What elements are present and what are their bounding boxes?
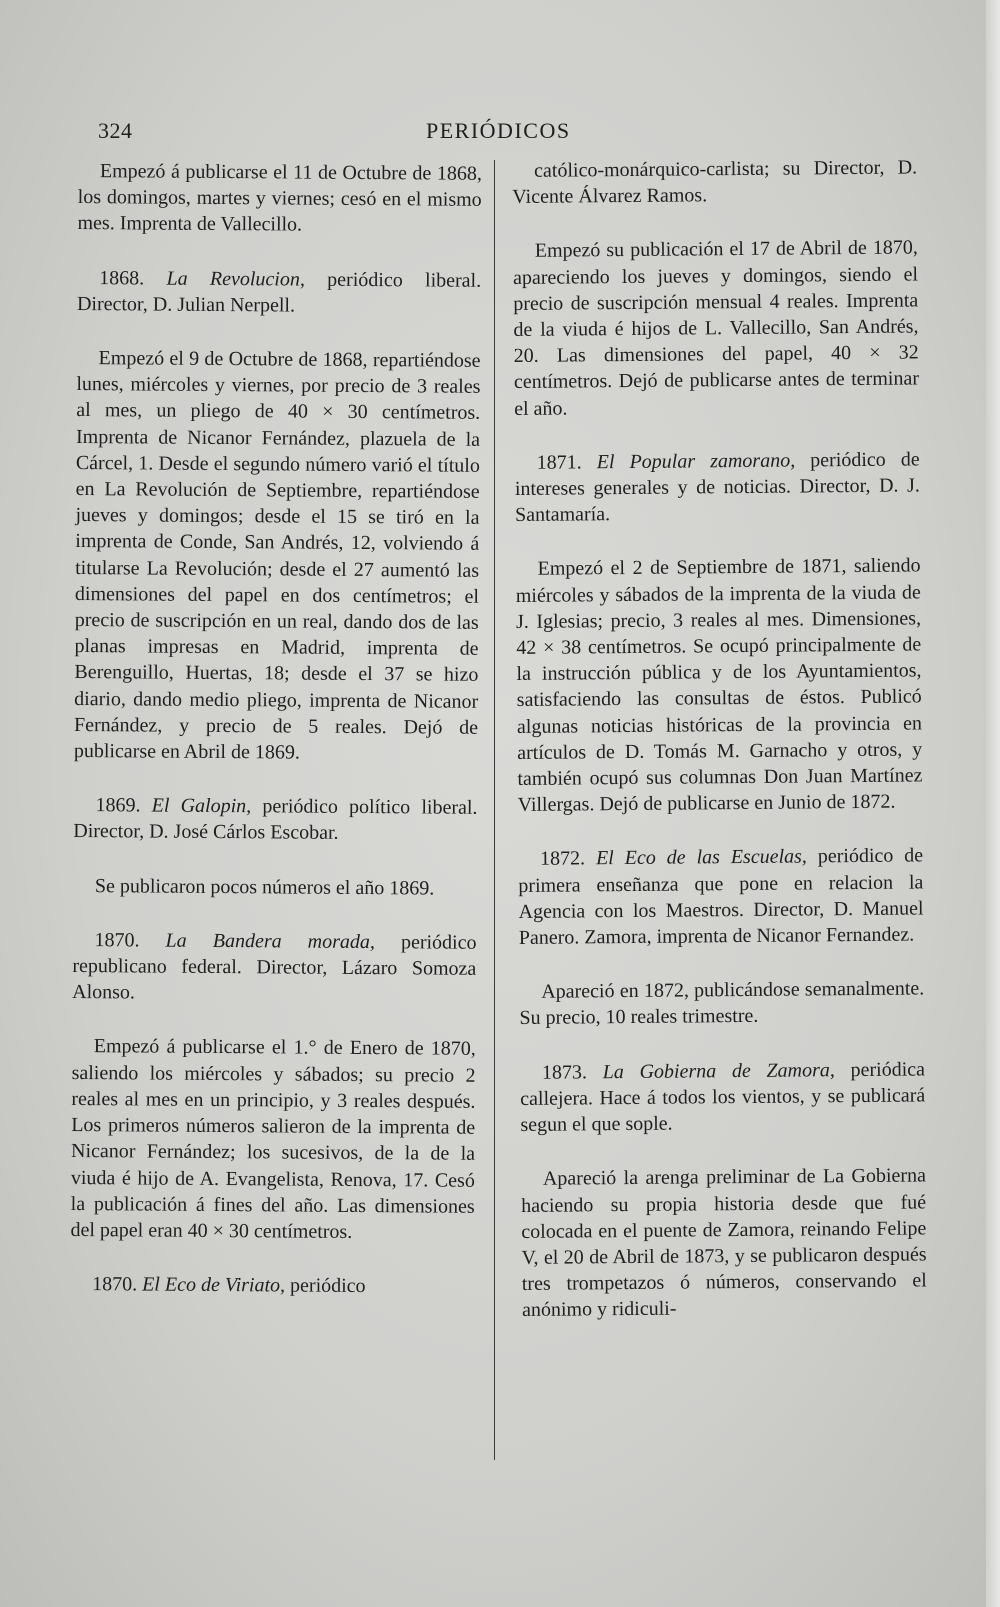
page-number: 324 <box>98 118 133 143</box>
periodical-entry <box>520 1056 926 1138</box>
entry-text: periódico liberal. Director, D. Julian Nerpell. <box>76 268 482 317</box>
left-column <box>70 158 482 1300</box>
periodical-title: La Bandera morada, <box>165 929 376 953</box>
entry-year: 1869. <box>95 794 141 817</box>
entry-year: 1870. <box>92 1273 138 1296</box>
entry-paragraph <box>512 154 917 210</box>
right-column <box>512 154 927 1323</box>
entry-paragraph <box>74 345 481 767</box>
running-head: PERIÓDICOS <box>426 118 571 143</box>
entry-text: periódico de intereses generales y de noticias. Director, D. J. Santamaría. <box>514 448 920 527</box>
entry-text: periódico político liberal. Director, D. José Cárlos Escobar. <box>73 795 478 845</box>
entry-text: periódico de primera enseñanza que pone en relacion la Agencia con los Maestros. Director, D. Manuel Panero. Zamora, imprenta de Nicanor Fernandez. <box>518 844 924 950</box>
periodical-entry <box>73 792 477 847</box>
entry-paragraph <box>515 553 922 819</box>
entry-paragraph <box>73 873 477 902</box>
entry-year: 1871. <box>536 451 582 474</box>
page-header <box>98 118 978 148</box>
entry-paragraph <box>70 1033 475 1245</box>
periodical-title: La Revolucion, <box>166 267 305 291</box>
entry-text: Empezó su publicación el 17 de Abril de 1870, apareciendo los jueves y domingos, siendo el precio de suscripción mensual 4 reales. Imprenta de la viuda é hijos de L. Vallecillo, San Andrés, 20. Las dimensiones del papel, 40 × 32 centímetros. Dejó de publicarse antes de terminar el año. <box>512 236 920 420</box>
periodical-title: La Gobierna de Zamora, <box>602 1058 835 1083</box>
periodical-entry <box>72 927 477 1008</box>
periodical-title: El Popular zamorano, <box>596 449 796 474</box>
page-edge <box>986 0 1000 1607</box>
entry-text: Se publicaron pocos números el año 1869. <box>94 874 435 900</box>
periodical-entry <box>70 1271 474 1300</box>
entry-paragraph <box>519 976 924 1032</box>
entry-text: Apareció la arenga preliminar de La Gobierna haciendo su propia historia desde que fué colocada en el puente de Zamora, reinando Felipe V, el 20 de Abril de 1873, y se publicaron después tres trompetazos ó números, conservando el anónimo y ridiculi- <box>521 1164 927 1322</box>
entry-text: periódico republicano federal. Director, Lázaro Somoza Alonso. <box>72 931 477 1004</box>
periodical-title: El Eco de las Escuelas, <box>595 845 807 870</box>
entry-year: 1868. <box>99 266 145 290</box>
entry-text: católico-monárquico-carlista; su Director, D. Vicente Álvarez Ramos. <box>512 156 918 209</box>
periodical-title: El Eco de Viriato, <box>142 1273 286 1297</box>
entry-year: 1870. <box>94 929 140 952</box>
periodical-entry <box>518 843 924 951</box>
entry-paragraph <box>77 158 482 239</box>
entry-text: periódico <box>289 1274 366 1298</box>
entry-paragraph <box>521 1163 927 1324</box>
entry-year: 1872. <box>540 847 586 871</box>
entry-text: Empezó el 9 de Octubre de 1868, repartiéndose lunes, miércoles y viernes, por precio de 3 reales al mes, un pliego de 40 × 30 centímetros. Imprenta de Nicanor Fernández, plazuela de la Cárcel, 1. Desde el segundo número varió el título en La Revolución de Septiembre, repartiéndose jueves y domingos; desde el 15 se tiró en la imprenta de Conde, San Andrés, 12, volviendo á titularse La Revolución; desde el 27 aumentó las dimensiones del papel en dos centímetros; el precio de suscripción en un real, dando dos de las planas impresas en Madrid, imprenta de Berenguillo, Huertas, 18; desde el 37 se hizo diario, dando medio pliego, imprenta de Nicanor Fernández, y precio de 5 reales. Dejó de publicarse en Abril de 1869. <box>73 347 481 764</box>
entry-year: 1873. <box>541 1061 588 1084</box>
entry-text: Apareció en 1872, publicándose semanalmente. Su precio, 10 reales trimestre. <box>519 977 925 1030</box>
periodical-title: El Galopin, <box>151 794 252 818</box>
entry-text: Empezó á publicarse el 1.° de Enero de 1870, saliendo los miércoles y sábados; su precio 2 reales al mes en un principio, y 3 reales después. Los primeros números salieron de la imprenta de Nicanor Fernández; los sucesivos, de la de la viuda é hijo de A. Evangelista, Renova, 17. Cesó la publicación á fines del año. Las dimensiones del papel eran 40 × 30 centímetros. <box>70 1035 476 1243</box>
column-divider <box>494 160 495 1460</box>
entry-text: Empezó á publicarse el 11 de Octubre de 1868, los domingos, martes y viernes; cesó en el mismo mes. Imprenta de Vallecillo. <box>77 160 482 236</box>
entry-text: periódica callejera. Hace á todos los vientos, y se publicará segun el que sople. <box>520 1058 926 1137</box>
periodical-entry <box>77 265 481 320</box>
entry-text: Empezó el 2 de Septiembre de 1871, saliendo miércoles y sábados de la imprenta de la viuda de J. Iglesias; precio, 3 reales al mes. Dimensiones, 42 × 38 centímetros. Se ocupó principalmente de la instrucción pública y de los Ayuntamientos, satisfaciendo las consultas de éstos. Publicó algunas noticias históricas de la provincia en artículos de D. Tomás M. Garnacho y otros, y también ocupó sus columnas Don Juan Martínez Villergas. Dejó de publicarse en Junio de 1872. <box>515 554 923 817</box>
entry-paragraph <box>513 235 920 422</box>
periodical-entry <box>515 446 921 528</box>
